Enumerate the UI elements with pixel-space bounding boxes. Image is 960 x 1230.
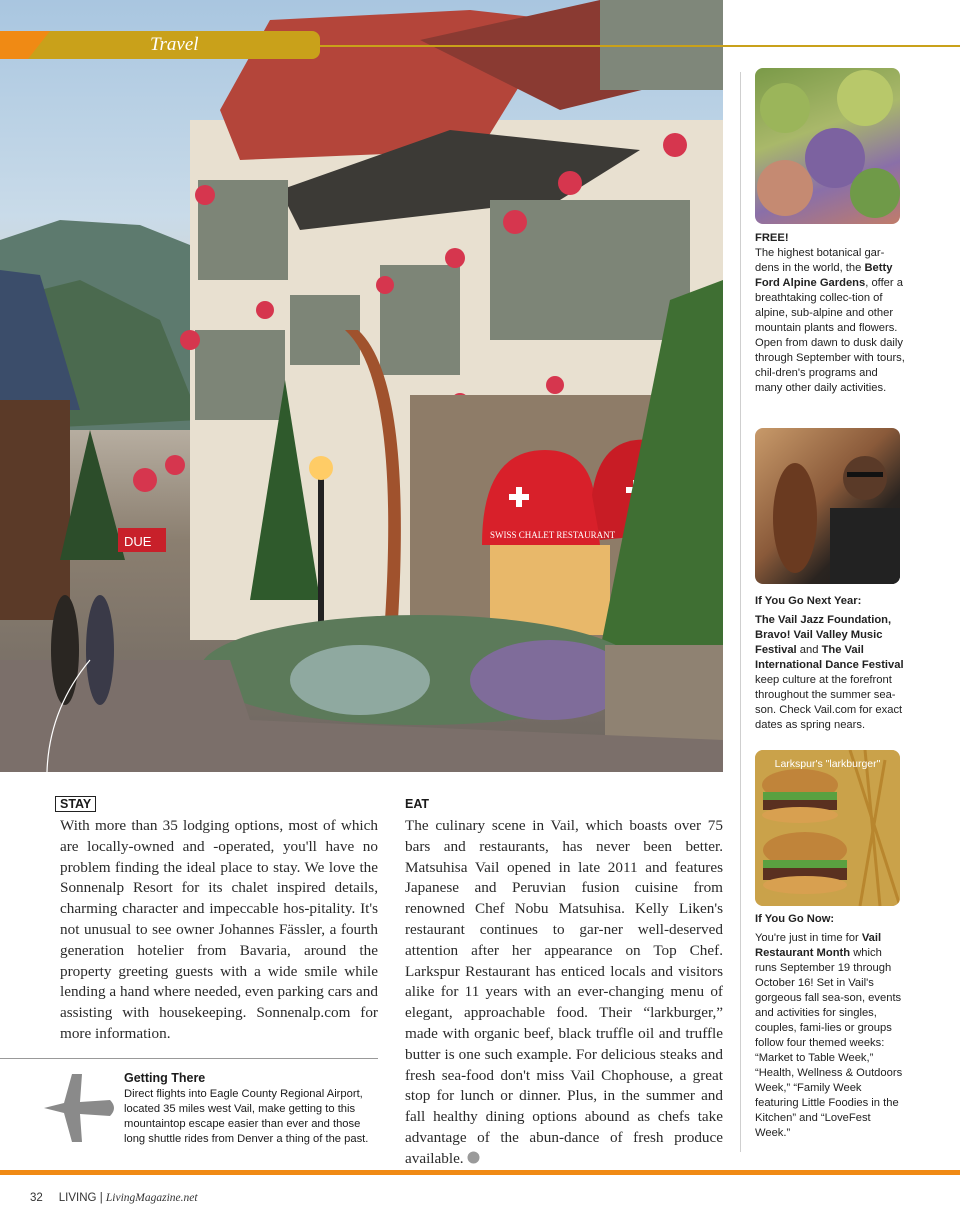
free-heading: FREE! [755, 232, 789, 244]
now-heading: If You Go Now: [755, 913, 835, 925]
next-year-bold-2: The Vail International Dance Festival [755, 644, 904, 671]
balcony [195, 330, 285, 420]
burger-illustration [755, 750, 900, 906]
next-year-heading: If You Go Next Year: [755, 595, 862, 607]
footer-bar [0, 1170, 960, 1175]
next-year-bold-1: The Vail Jazz Foundation, Bravo! Vail Valley Music Festival [755, 614, 892, 656]
section-label: Travel [150, 34, 199, 55]
garden-photo [755, 68, 900, 224]
stay-heading-label: STAY [55, 796, 96, 812]
stay-body: With more than 35 lodging options, most of which are locally-owned and -operated, you'll have no problem finding the ideal place to stay. We love the Sonnenalp Resort for its chalet inspired details, charming character and impeccable hos-pitality. It's not unusual to see owner Johannes Fässler, a fourth generation hotelier from Bavaria, around the property greeting guests with a wide smile while lending a hand where needed, even parking cars and assisting with housekeeping. Sonnenalp.com for more information. [60, 817, 378, 1042]
eat-heading: EAT [405, 797, 430, 811]
next-year-and: and [796, 644, 822, 656]
airplane-icon [42, 1070, 118, 1146]
burger-caption: Larkspur's "larkburger" [774, 758, 881, 770]
now-text-rest: which runs September 19 through October 16! Set in Vail's gorgeous fall sea-son, events and activities for singles, couples, fami-lies or groups follow four themed weeks: “Market to Table Week,” “Health, Wellness & Outdoors Week,” “Family Week featuring Little Foodies in the Kitchen” and “LoveFest Week.” [755, 947, 903, 1139]
eat-body-text: The culinary scene in Vail, which boasts over 75 bars and restaurants, has never been better. Matsuhisa Vail opened in late 2011 and features Japanese and Peruvian fusion cuisine from renowned Chef Nobu Matsuhisa. Kelly Liken's restaurant continues to gar-ner well-deserved attention after her appearance on Top Chef. Larkspur Restaurant has enticed locals and visitors alike for 11 years with an ever-changing menu of elegant, approachable food. Their “larkburger,” made with organic beef, black truffle oil and truffle butter is one such example. For delicious steaks and fresh sea-food don't miss Vail Chophouse, a great stop for lunch or dinner. Plus, in the summer and fall healthy dining options abound as chefs take advantage of the abun-dance of fresh produce available. [405, 817, 723, 1167]
vail-street-illustration [0, 0, 723, 772]
burger-photo [755, 750, 900, 906]
section-tab [0, 31, 320, 59]
restaurant-sign: SWISS CHALET RESTAURANT [490, 530, 616, 540]
pedestrian [51, 595, 79, 705]
footer [30, 1192, 198, 1204]
due-sign-text: DUE [124, 534, 152, 549]
now-text: You're just in time for [755, 932, 862, 944]
getting-there-body: Direct flights into Eagle County Regional Airport, located 35 miles west Vail, make getting to this mountaintop escape easier than ever and those long shuttle rides from Denver a thing of the past. [124, 1088, 369, 1145]
eat-body [405, 816, 723, 1170]
getting-there-rule [0, 1058, 378, 1059]
page-number: 32 [30, 1192, 43, 1204]
stay-heading [55, 797, 96, 811]
end-mark-icon [467, 1151, 480, 1164]
street-lamp [309, 456, 333, 480]
garden-bed [290, 645, 430, 715]
hero-photo [0, 0, 723, 772]
jazz-illustration [755, 428, 900, 584]
now-bold: Vail Restaurant Month [755, 932, 882, 959]
next-year-sidebar-block [755, 594, 905, 733]
free-text-rest: , offer a breathtaking collec-tion of alpine, sub-alpine and other mountain plants and flowers. Open from dawn to dusk daily through September with tours, chil-dren's programs and many other daily activities. [755, 277, 905, 394]
sidebar-divider [740, 72, 741, 1152]
pedestrian [86, 595, 114, 705]
chalet-wall [0, 400, 70, 620]
jazz-photo [755, 428, 900, 584]
free-sidebar-block [755, 231, 905, 396]
getting-there-heading: Getting There [124, 1071, 206, 1085]
magazine-site: LivingMagazine.net [105, 1192, 198, 1204]
free-text: The highest botanical gar-dens in the world, the [755, 247, 885, 274]
magazine-name: LIVING [58, 1192, 97, 1204]
stone-planter [605, 645, 723, 750]
next-year-text: keep culture at the forefront throughout the summer sea-son. Check Vail.com for exact dates as spring nears. [755, 674, 903, 731]
header-rule [320, 45, 960, 47]
now-sidebar-block [755, 912, 905, 1141]
free-bold: Betty Ford Alpine Gardens [755, 262, 893, 289]
garden-illustration [755, 68, 900, 224]
footer-separator: | [99, 1192, 103, 1204]
